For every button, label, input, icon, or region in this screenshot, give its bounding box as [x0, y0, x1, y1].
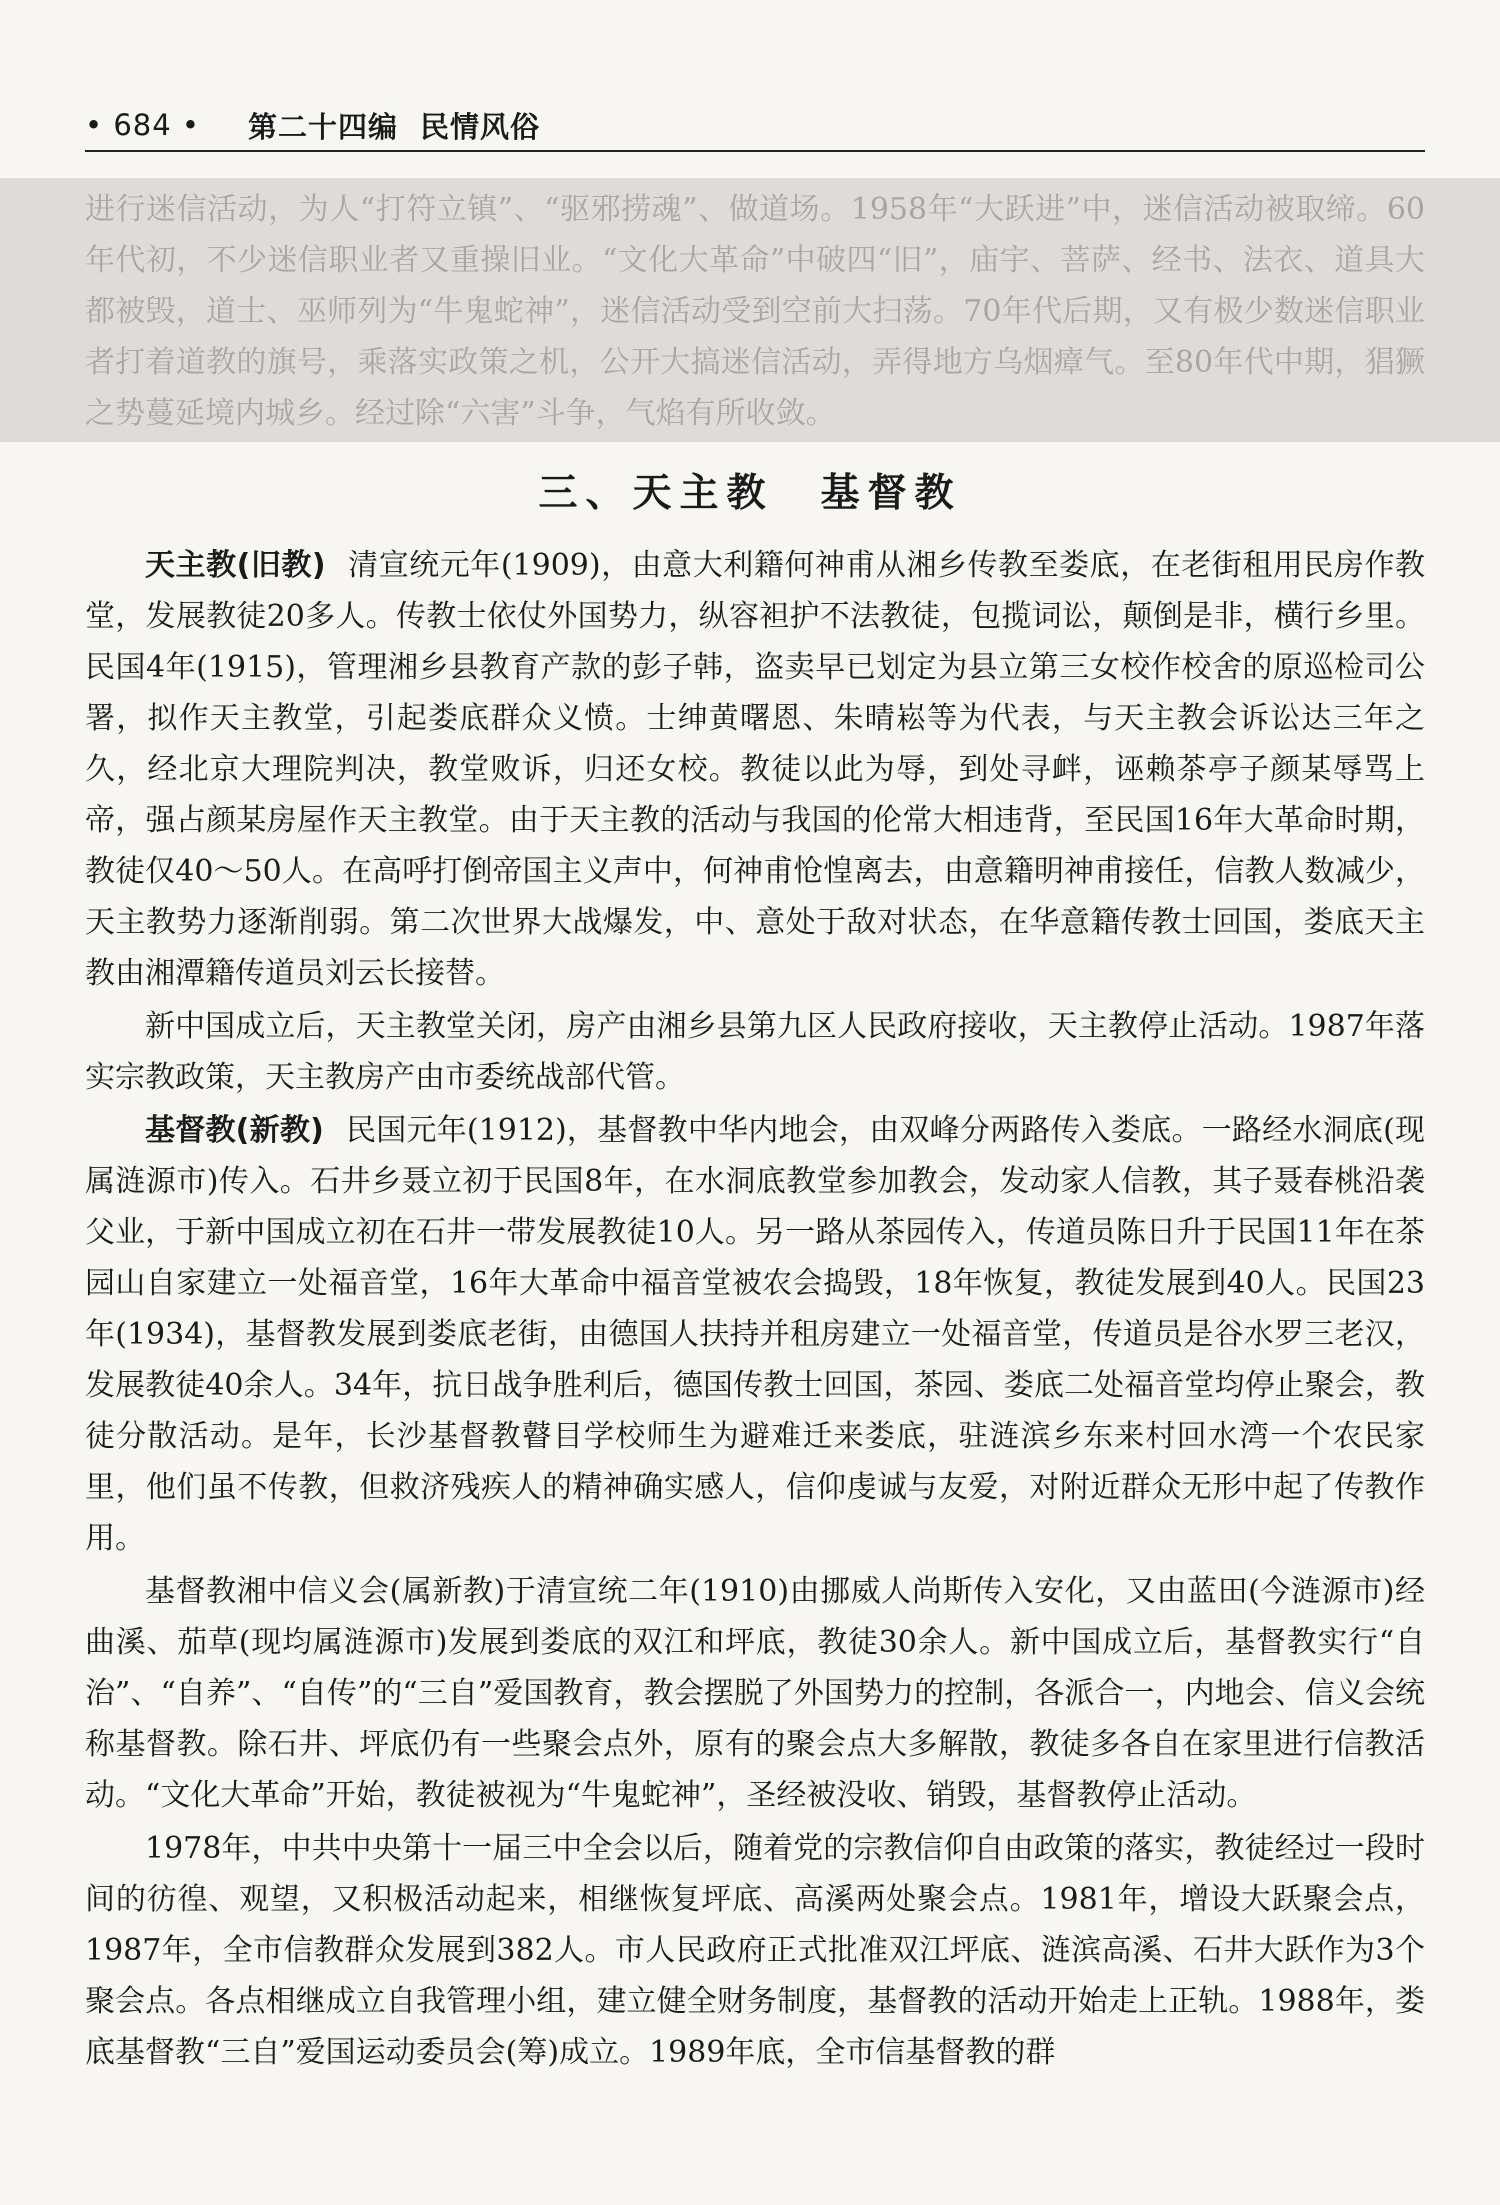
paragraph-text: 1978年，中共中央第十一届三中全会以后，随着党的宗教信仰自由政策的落实，教徒经过一段时间的彷徨、观望，又积极活动起来，相继恢复坪底、高溪两处聚会点。1981年，增设大跃聚会点，1987年，全市信教群众发展到382人。市人民政府正式批准双江坪底、涟滨高溪、石井大跃作为3个聚会点。各点相继成立自我管理小组，建立健全财务制度，基督教的活动开始走上正轨。1988年，娄底基督教“三自”爱国运动委员会(筹)成立。1989年底，全市信基督教的群	[85, 1831, 1425, 2070]
running-header	[85, 100, 1425, 150]
paragraph-text: 民国元年(1912)，基督教中华内地会，由双峰分两路传入娄底。一路经水洞底(现属涟源市)传入。石井乡聂立初于民国8年，在水洞底教堂参加教会，发动家人信教，其子聂春桃沿袭父业，于新中国成立初在石井一带发展教徒10人。另一路从茶园传入，传道员陈日升于民国11年在茶园山自家建立一处福音堂，16年大革命中福音堂被农会捣毁，18年恢复，教徒发展到40人。民国23年(1934)，基督教发展到娄底老街，由德国人扶持并租房建立一处福音堂，传道员是谷水罗三老汉，发展教徒40余人。34年，抗日战争胜利后，德国传教士回国，茶园、娄底二处福音堂均停止聚会，教徒分散活动。是年，长沙基督教瞽目学校师生为避难迁来娄底，驻涟滨乡东来村回水湾一个农民家里，他们虽不传教，但救济残疾人的精神确实感人，信仰虔诚与友爱，对附近群众无形中起了传教作用。	[85, 1113, 1425, 1556]
paragraph-revival	[85, 1823, 1425, 2078]
paragraph-text: 清宣统元年(1909)，由意大利籍何神甫从湘乡传教至娄底，在老街租用民房作教堂，发展教徒20多人。传教士依仗外国势力，纵容袒护不法教徒，包揽词讼，颠倒是非，横行乡里。民国4年(1915)，管理湘乡县教育产款的彭子韩，盗卖早已划定为县立第三女校作校舍的原巡检司公署，拟作天主教堂，引起娄底群众义愤。士绅黄曙恩、朱晴崧等为代表，与天主教会诉讼达三年之久，经北京大理院判决，教堂败诉，归还女校。教徒以此为辱，到处寻衅，诬赖茶亭子颜某辱骂上帝，强占颜某房屋作天主教堂。由于天主教的活动与我国的伦常大相违背，至民国16年大革命时期，教徒仅40～50人。在高呼打倒帝国主义声中，何神甫怆惶离去，由意籍明神甫接任，信教人数减少，天主教势力逐渐削弱。第二次世界大战爆发，中、意处于敌对状态，在华意籍传教士回国，娄底天主教由湘潭籍传道员刘云长接替。	[85, 548, 1425, 991]
paragraph-text: 基督教湘中信义会(属新教)于清宣统二年(1910)由挪威人尚斯传入安化，又由蓝田(今涟源市)经曲溪、茄草(现均属涟源市)发展到娄底的双江和坪底，教徒30余人。新中国成立后，基督教实行“自治”、“自养”、“自传”的“三自”爱国教育，教会摆脱了外国势力的控制，各派合一，内地会、信义会统称基督教。除石井、坪底仍有一些聚会点外，原有的聚会点大多解散，教徒多各自在家里进行信教活动。“文化大革命”开始，教徒被视为“牛鬼蛇神”，圣经被没收、销毁，基督教停止活动。	[85, 1574, 1425, 1813]
body-text	[85, 540, 1425, 2078]
page-number: • 684 •	[85, 108, 200, 142]
paragraph-protestant	[85, 1105, 1425, 1564]
header-rule	[85, 150, 1425, 152]
faded-paragraph: 进行迷信活动，为人“打符立镇”、“驱邪捞魂”、做道场。1958年“大跃进”中，迷信活动被取缔。60年代初，不少迷信职业者又重操旧业。“文化大革命”中破四“旧”，庙宇、菩萨、经书、法衣、道具大都被毁，道士、巫师列为“牛鬼蛇神”，迷信活动受到空前大扫荡。70年代后期，又有极少数迷信职业者打着道教的旗号，乘落实政策之机，公开大搞迷信活动，弄得地方乌烟瘴气。至80年代中期，猖獗之势蔓延境内城乡。经过除“六害”斗争，气焰有所收敛。	[85, 192, 1425, 431]
paragraph-text: 新中国成立后，天主教堂关闭，房产由湘乡县第九区人民政府接收，天主教停止活动。1987年落实宗教政策，天主教房产由市委统战部代管。	[85, 1009, 1425, 1095]
part-label: 第二十四编	[248, 109, 399, 144]
paragraph-catholic	[85, 540, 1425, 999]
section-title: 三、天主教 基督教	[538, 471, 962, 516]
paragraph-lead: 基督教(新教)	[145, 1113, 324, 1148]
part-title: 民情风俗	[420, 109, 541, 144]
paragraph-lead: 天主教(旧教)	[145, 548, 326, 583]
paragraph-catholic-after-1949	[85, 1001, 1425, 1103]
paragraph-lutheran	[85, 1566, 1425, 1821]
